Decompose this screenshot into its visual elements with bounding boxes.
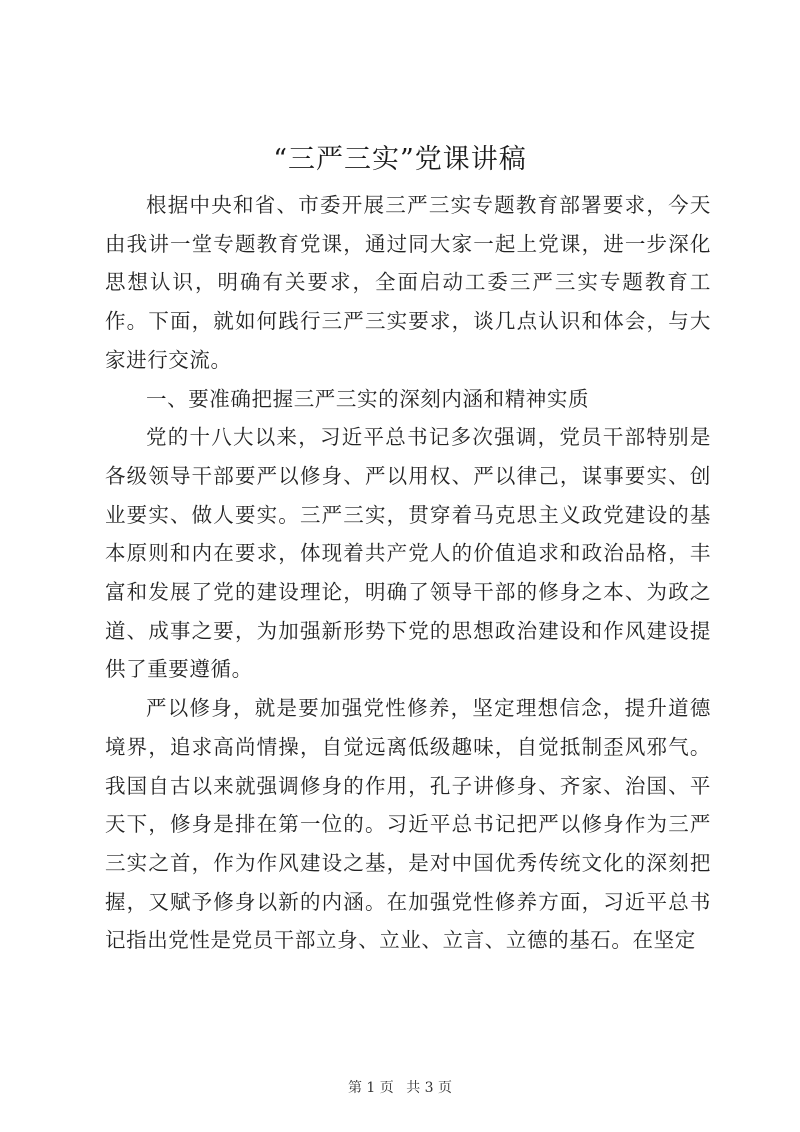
document-title: “三严三实”党课讲稿 <box>273 144 527 175</box>
paragraph-background: 党的十八大以来，习近平总书记多次强调，党员干部特别是各级领导干部要严以修身、严以用权、严以律己，谋事要实、创业要实、做人要实。三严三实，贯穿着马克思主义政党建设的基本原则和内在要求，体现着共产党人的价值追求和政治品格，丰富和发展了党的建设理论，明确了领导干部的修身之本、为政之道、成事之要，为加强新形势下党的思想政治建设和作风建设提供了重要遵循。 <box>105 425 711 682</box>
page-number: 第 1 页 <box>347 1080 394 1096</box>
section-heading-1: 一、要准确把握三严三实的深刻内涵和精神实质 <box>146 386 590 411</box>
paragraph-self-cultivation: 严以修身，就是要加强党性修养，坚定理想信念，提升道德境界，追求高尚情操，自觉远离低级趣味，自觉抵制歪风邪气。我国自古以来就强调修身的作用，孔子讲修身、齐家、治国、平天下，修身是排在第一位的。习近平总书记把严以修身作为三严三实之首，作为作风建设之基，是对中国优秀传统文化的深刻把握，又赋予修身以新的内涵。在加强党性修养方面，习近平总书记指出党性是党员干部立身、立业、立言、立德的基石。在坚定 <box>105 696 711 953</box>
document-body <box>105 186 711 960</box>
paragraph-intro: 根据中央和省、市委开展三严三实专题教育部署要求，今天由我讲一堂专题教育党课，通过同大家一起上党课，进一步深化思想认识，明确有关要求，全面启动工委三严三实专题教育工作。下面，就如何践行三严三实要求，谈几点认识和体会，与大家进行交流。 <box>105 193 711 372</box>
page-total: 共 3 页 <box>406 1080 453 1096</box>
page-footer <box>0 1078 800 1098</box>
